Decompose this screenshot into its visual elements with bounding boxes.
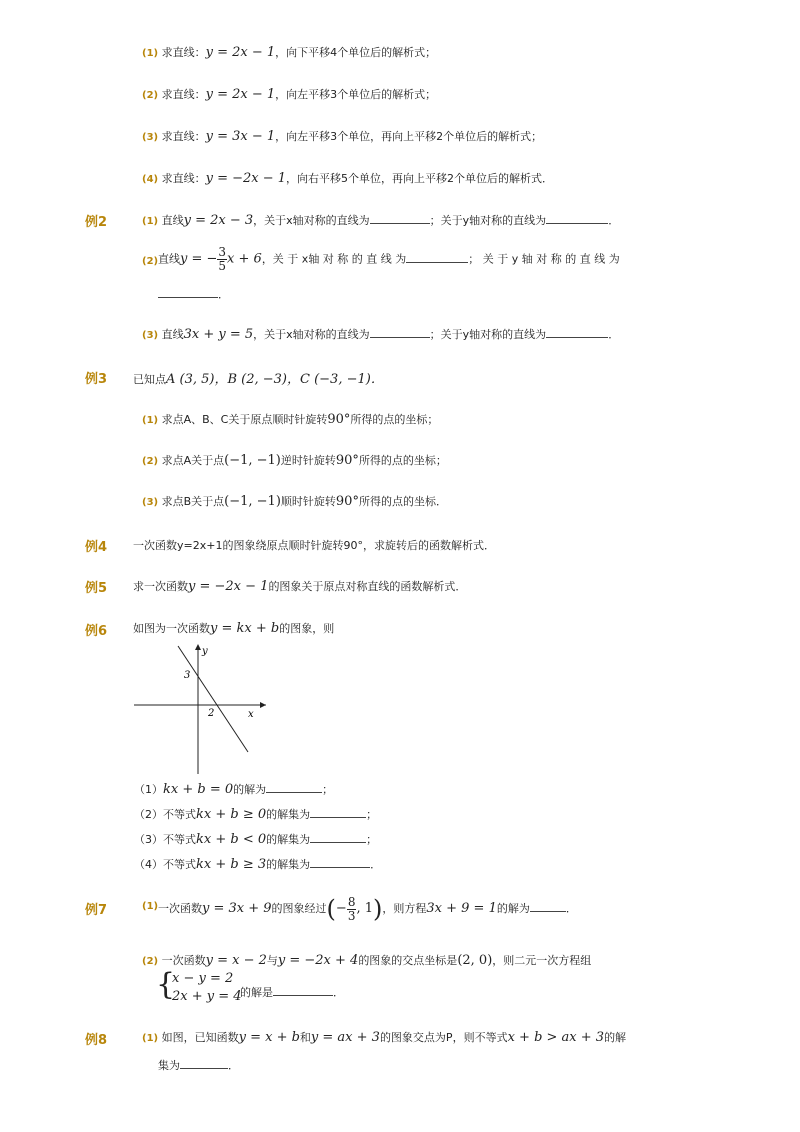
item-text: ； [366, 833, 378, 846]
math-expr: kx + b = 0 [163, 782, 234, 797]
math-expr: (−1, −1) [224, 453, 281, 468]
intro-item-2 [142, 86, 436, 102]
item-text: ；关于y轴对称的直线为 [429, 328, 547, 341]
item-text: （4）不等式 [134, 858, 196, 871]
ex5-text [133, 578, 466, 594]
item-text: ． [228, 1059, 239, 1072]
item-text: 直线 [161, 214, 184, 227]
ex3-part-1 [142, 411, 438, 427]
item-text: 集为 [158, 1059, 180, 1072]
item-text: 所得的点的坐标； [350, 413, 439, 426]
answer-blank [370, 213, 430, 224]
item-text: 逆时针旋转 [280, 454, 336, 467]
example-label-2: 例2 [85, 215, 108, 230]
line-graph-figure [130, 640, 270, 780]
item-number: (1) [142, 415, 159, 426]
math-expr: y = x − 2 [205, 953, 267, 968]
item-text: 求点A关于点 [161, 454, 225, 467]
item-text: 求直线： [161, 130, 206, 143]
answer-blank [310, 857, 370, 868]
ex6-item-2 [134, 806, 377, 822]
y-axis-arrow [195, 644, 201, 650]
item-text: ，则方程 [382, 902, 427, 915]
example-label-3: 例3 [85, 372, 108, 387]
intro-item-3 [142, 128, 542, 144]
item-text: 和 [299, 1031, 311, 1044]
math-expr: y = −2x − 1 [205, 171, 287, 186]
math-expr: 90° [327, 412, 351, 427]
item-text: ． [370, 858, 382, 871]
item-number: (1) [142, 901, 159, 912]
x-axis-arrow [260, 702, 266, 708]
ex3-part-3 [142, 493, 447, 509]
item-text: 已知点 [133, 373, 166, 386]
answer-blank [310, 807, 366, 818]
math-expr: (2, 0) [457, 953, 493, 968]
item-text: ，关于x轴对称的直线为 [253, 328, 370, 341]
math-expr: x + b > ax + 3 [507, 1030, 605, 1045]
item-text: ；关于y轴对称的直线为 [429, 214, 547, 227]
item-text: ，向下平移4个单位后的解析式； [275, 46, 437, 59]
item-text: 求点B关于点 [161, 495, 225, 508]
answer-blank [546, 213, 608, 224]
item-text: 一次函数 [158, 902, 202, 915]
item-text: 如图为一次函数 [133, 622, 210, 635]
answer-blank [530, 901, 566, 912]
math-expr: y = 3x − 1 [205, 129, 276, 144]
item-text: ． [333, 986, 344, 999]
ex3-intro [133, 368, 384, 387]
item-text: 求直线： [161, 88, 206, 101]
math-expr: A (3, 5)，B (2, −3)，C (−3, −1)． [166, 372, 384, 387]
math-expr: y = 2x − 3 [183, 213, 254, 228]
item-text: 直线 [158, 252, 180, 266]
item-text: ． [608, 214, 620, 227]
math-expr: 3x + y = 5 [183, 327, 254, 342]
answer-blank [546, 327, 608, 338]
item-text: （2）不等式 [134, 808, 196, 821]
answer-blank [406, 252, 468, 263]
item-text: ，向右平移5个单位，再向上平移2个单位后的解析式． [286, 172, 554, 185]
y-axis-label: y [202, 646, 208, 657]
item-text: ，则二元一次方程组 [492, 954, 592, 967]
ex8-part-1 [142, 1029, 626, 1045]
math-expr: kx + b ≥ 0 [196, 807, 267, 822]
item-text: ，向左平移3个单位后的解析式； [275, 88, 437, 101]
item-text: 的解为 [496, 902, 530, 915]
item-number: (2) [142, 90, 159, 101]
x-axis-label: x [248, 709, 254, 720]
math-expr: 3x + 9 = 1 [426, 901, 497, 916]
intro-item-1 [142, 44, 436, 60]
item-text: （1） [134, 783, 163, 796]
math-expr: y = 2x − 1 [205, 87, 276, 102]
item-text: ； 关 于 y 轴 对 称 的 直 线 为 [468, 252, 620, 266]
item-text: ，关于x轴对称的直线为 [253, 214, 370, 227]
item-text: 与 [266, 954, 278, 967]
math-expr: y = x + b [238, 1030, 300, 1045]
item-text: 所得的点的坐标； [358, 454, 447, 467]
example-label-5: 例5 [85, 581, 108, 596]
item-text: 的解是 [240, 986, 273, 999]
item-text: ． [608, 328, 620, 341]
item-text: 的解 [604, 1031, 627, 1044]
ex2-part-2 [158, 246, 620, 273]
item-text: 所得的点的坐标． [358, 495, 447, 508]
ex6-item-4 [134, 856, 381, 872]
math-expr: − [335, 901, 347, 916]
math-expr: (−1, −1) [224, 494, 281, 509]
ex2-part-3 [142, 326, 619, 342]
item-number: (1) [142, 48, 159, 59]
fraction: $\frac{3}{5}$ [218, 245, 227, 273]
ex7-part-1 [158, 895, 577, 923]
ex8-part-1-cont [158, 1057, 239, 1073]
ex6-item-3 [134, 831, 377, 847]
item-text: ． [218, 288, 229, 301]
math-expr: y = 2x − 1 [205, 45, 276, 60]
function-line [178, 646, 248, 752]
item-text: 求一次函数 [133, 580, 188, 593]
ex7-part-2-answer [240, 984, 344, 1000]
item-text: 的图象关于原点对称直线的函数解析式． [268, 580, 467, 593]
math-expr: y = 3x + 9 [202, 901, 272, 916]
math-expr: y = −2x + 4 [277, 953, 359, 968]
math-expr: kx + b ≥ 3 [196, 857, 267, 872]
item-text: ； [322, 783, 334, 796]
answer-blank [273, 985, 333, 996]
item-number: (2) [142, 256, 159, 267]
example-label-6: 例6 [85, 624, 108, 639]
item-text: 如图，已知函数 [161, 1031, 239, 1044]
item-number: (3) [142, 132, 159, 143]
math-expr: 90° [335, 453, 359, 468]
item-number: (3) [142, 330, 159, 341]
example-label-7: 例7 [85, 903, 108, 918]
fraction: $\frac{8}{3}$ [347, 894, 356, 923]
math-expr: y = kx + b [210, 621, 280, 636]
right-paren: ) [373, 895, 383, 923]
item-text: 的解集为 [266, 858, 311, 871]
item-text: ，关 于 x轴 对 称 的 直 线 为 [261, 252, 407, 266]
answer-blank [158, 287, 218, 298]
y-intercept-label: 3 [184, 670, 191, 681]
item-text: 顺时针旋转 [280, 495, 336, 508]
ex7-part-2 [142, 952, 591, 968]
item-text: 的图象，则 [279, 622, 335, 635]
item-text: 的解集为 [266, 833, 311, 846]
example-label-4: 例4 [85, 540, 108, 555]
example-label-8: 例8 [85, 1033, 108, 1048]
ex3-part-2 [142, 452, 447, 468]
item-number: (1) [142, 216, 159, 227]
math-expr: y = − [180, 251, 218, 267]
ex6-intro [133, 620, 334, 636]
ex2-part-1 [142, 212, 619, 228]
intro-item-4 [142, 170, 553, 186]
item-number: (1) [142, 1033, 159, 1044]
item-text: 求直线： [161, 172, 206, 185]
answer-blank [266, 782, 322, 793]
system-brace: { [156, 967, 176, 1002]
math-expr: x + 6 [227, 251, 262, 267]
item-text: 的图象交点为P，则不等式 [379, 1031, 508, 1044]
item-text: ． [565, 902, 577, 915]
system-equation-1: x − y = 2 [172, 971, 234, 986]
item-text: 一次函数 [161, 954, 206, 967]
math-expr: y = −2x − 1 [188, 579, 269, 594]
item-text: ； [366, 808, 378, 821]
ex2-part-2-cont [158, 286, 229, 302]
x-intercept-label: 2 [208, 708, 215, 719]
item-text: 的解集为 [266, 808, 311, 821]
ex6-item-1 [134, 781, 333, 797]
left-paren: ( [326, 895, 336, 923]
item-text: 的解为 [233, 783, 267, 796]
answer-blank [310, 832, 366, 843]
item-text: 的图象的交点坐标是 [358, 954, 458, 967]
math-expr: y = ax + 3 [310, 1030, 380, 1045]
item-text: 的图象经过 [271, 902, 327, 915]
item-text: 直线 [161, 328, 184, 341]
item-number: (2) [142, 956, 159, 967]
item-number: (3) [142, 497, 159, 508]
item-number: (4) [142, 174, 159, 185]
item-text: 求点A、B、C关于原点顺时针旋转 [161, 413, 328, 426]
answer-blank [180, 1058, 228, 1069]
item-text: （3）不等式 [134, 833, 196, 846]
item-text: ，向左平移3个单位，再向上平移2个单位后的解析式； [275, 130, 543, 143]
math-expr: , 1 [356, 901, 374, 916]
item-number: (2) [142, 456, 159, 467]
system-equation-2: 2x + y = 4 [172, 989, 242, 1004]
item-text: 求直线： [161, 46, 206, 59]
ex4-text: 一次函数y=2x+1的图象绕原点顺时针旋转90°，求旋转后的函数解析式． [133, 539, 495, 552]
math-expr: 90° [335, 494, 359, 509]
answer-blank [370, 327, 430, 338]
math-expr: kx + b < 0 [196, 832, 267, 847]
